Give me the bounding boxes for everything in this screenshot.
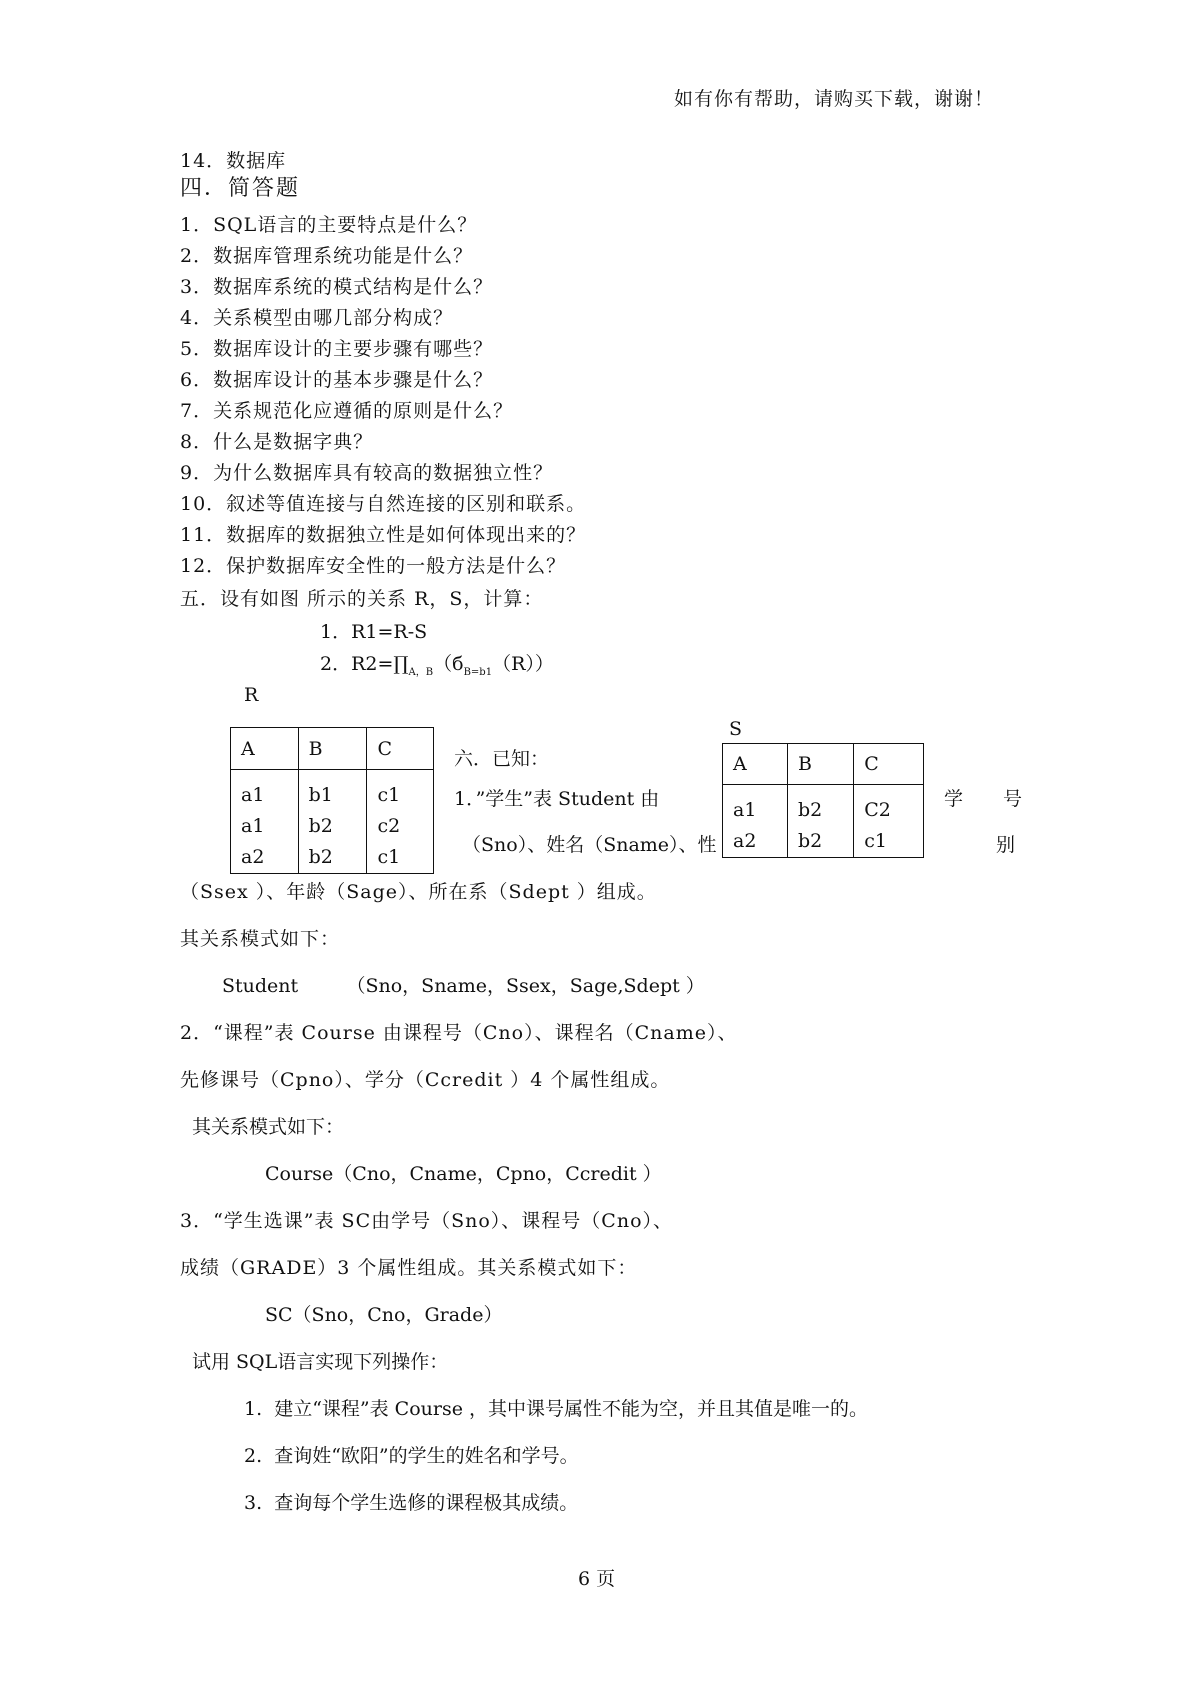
section-6-p1-word: 号: [1003, 788, 1023, 810]
section-6-p2-line1: 2．“课程”表 Course 由课程号（Cno）、课程名（Cname）、: [180, 1022, 738, 1044]
section-6-p3-line1: 3．“学生选课”表 SC由学号（Sno）、课程号（Cno）、: [180, 1210, 674, 1232]
table-cell: c1: [377, 784, 401, 806]
question-item: 4．关系模型由哪几部分构成？: [180, 307, 454, 329]
projection-subscript: A，B: [408, 666, 434, 678]
table-column-cell: [298, 770, 367, 874]
question-item: 12．保护数据库安全性的一般方法是什么？: [180, 555, 567, 577]
section-6-p1-line1: 1．”学生”表 Student 由: [454, 788, 660, 810]
table-cell: a2: [241, 846, 265, 868]
table-cell: b2: [308, 815, 333, 837]
question-item: 11．数据库的数据独立性是如何体现出来的？: [180, 524, 587, 546]
table-cell: a1: [241, 784, 265, 806]
task-item: 2. 查询姓“欧阳”的学生的姓名和学号。: [244, 1445, 579, 1467]
table-cell: C2: [864, 799, 891, 821]
page-header: 如有你有帮助，请购买下载，谢谢！: [674, 88, 995, 110]
table-cell: a2: [733, 830, 757, 852]
table-r: [230, 727, 434, 874]
section-6-p2-line2: 先修课号（Cpno）、学分（Ccredit ）4 个属性组成。: [180, 1069, 671, 1091]
task-item: 3. 查询每个学生选修的课程极其成绩。: [244, 1492, 579, 1514]
calc-2: [320, 655, 554, 678]
table-r-label: R: [244, 684, 259, 706]
table-cell: a1: [241, 815, 265, 837]
table-cell: b2: [798, 799, 823, 821]
schema-student: Student （Sno，Sname，Ssex，Sage,Sdept ）: [222, 975, 705, 997]
calc-2-mid: （б: [433, 653, 464, 675]
section-6-p1-line2: （Sno）、姓名（Sname）、性: [462, 834, 717, 856]
question-item: 8．什么是数据字典？: [180, 431, 374, 453]
section-6-p1-word: 学: [944, 788, 964, 810]
section-4-title: 四．简答题: [180, 176, 301, 201]
question-item: 7．关系规范化应遵循的原则是什么？: [180, 400, 514, 422]
schema-sc: SC（Sno，Cno，Grade）: [265, 1304, 503, 1326]
page-number: 6 页: [578, 1568, 616, 1590]
table-body-row: [723, 785, 924, 858]
table-column-cell: [854, 785, 924, 858]
table-column-cell: [788, 785, 854, 858]
table-cell: a1: [733, 799, 757, 821]
table-header-cell: A: [231, 728, 299, 770]
table-cell: b2: [798, 830, 823, 852]
item-14: 14．数据库: [180, 150, 287, 172]
table-cell: b1: [308, 784, 333, 806]
table-s-label: S: [729, 718, 743, 740]
table-header-row: [723, 744, 924, 785]
table-column-cell: [367, 770, 434, 874]
table-header-row: [231, 728, 434, 770]
table-column-cell: [723, 785, 788, 858]
table-header-cell: C: [854, 744, 924, 785]
table-s: [722, 743, 924, 858]
table-cell: c1: [864, 830, 887, 852]
question-item: 3．数据库系统的模式结构是什么？: [180, 276, 494, 298]
task-intro: 试用 SQL语言实现下列操作：: [192, 1351, 449, 1373]
question-item: 10．叙述等值连接与自然连接的区别和联系。: [180, 493, 587, 515]
table-cell: c1: [377, 846, 401, 868]
section-6-p1-line4: 其关系模式如下：: [180, 928, 341, 950]
table-header-cell: B: [788, 744, 854, 785]
section-6-p2-line3: 其关系模式如下：: [192, 1116, 345, 1138]
question-item: 2．数据库管理系统功能是什么？: [180, 245, 474, 267]
section-6-p3-line2: 成绩（GRADE）3 个属性组成。其关系模式如下：: [180, 1257, 638, 1279]
question-item: 6．数据库设计的基本步骤是什么？: [180, 369, 494, 391]
calc-1: 1．R1=R-S: [320, 621, 428, 643]
section-6-p1-line3: （Ssex ）、年龄（Sage）、所在系（Sdept ）组成。: [180, 881, 657, 903]
schema-course: Course（Cno，Cname，Cpno，Ccredit ）: [265, 1163, 662, 1185]
table-cell: b2: [308, 846, 333, 868]
question-item: 5．数据库设计的主要步骤有哪些？: [180, 338, 494, 360]
task-item: 1. 建立“课程”表 Course ，其中课号属性不能为空，并且其值是唯一的。: [244, 1398, 869, 1420]
table-column-cell: [231, 770, 299, 874]
section-6-title: 六．已知：: [454, 748, 550, 770]
section-5-title: 五．设有如图 所示的关系 R，S，计算：: [180, 588, 544, 610]
question-item: 9．为什么数据库具有较高的数据独立性？: [180, 462, 554, 484]
section-6-p1-word: 别: [996, 834, 1016, 856]
table-body-row: [231, 770, 434, 874]
calc-2-suffix: （R））: [492, 653, 554, 675]
selection-subscript: B=b1: [463, 666, 493, 678]
table-header-cell: A: [723, 744, 788, 785]
calc-2-prefix: 2．R2=∏: [320, 653, 409, 675]
table-header-cell: C: [367, 728, 434, 770]
table-cell: c2: [377, 815, 401, 837]
question-item: 1．SQL语言的主要特点是什么？: [180, 214, 478, 236]
table-header-cell: B: [298, 728, 367, 770]
